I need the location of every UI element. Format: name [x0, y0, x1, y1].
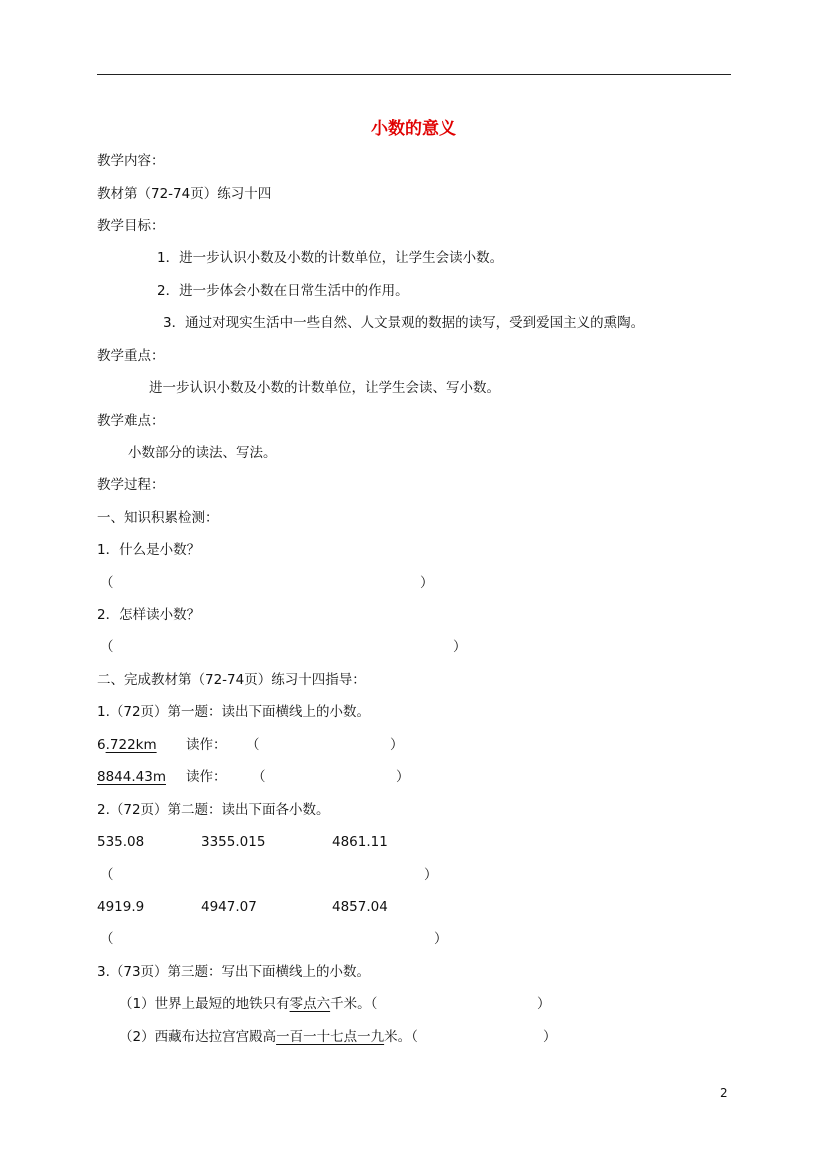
content-text: 教材第（72-74页）练习十四 — [97, 186, 272, 202]
heading-difficulties: 教学难点： — [97, 413, 165, 429]
answer-paren-open: （ — [100, 867, 114, 883]
difficulties-text: 小数部分的读法、写法。 — [128, 445, 277, 461]
exercise-2-heading: 2.（72页）第二题：读出下面各小数。 — [97, 802, 330, 818]
exercise-3-heading: 3.（73页）第三题：写出下面横线上的小数。 — [97, 964, 371, 980]
heading-process: 教学过程： — [97, 477, 165, 493]
answer-paren-open: （ — [100, 639, 114, 655]
question-2: 2．怎样读小数？ — [97, 607, 201, 623]
exercise-1-number: 8844.43m — [97, 769, 166, 785]
decimal-number: 535.08 — [97, 834, 145, 850]
question-1: 1．什么是小数？ — [97, 542, 201, 558]
answer-paren-close: ） — [420, 575, 434, 591]
decimal-number: 4857.04 — [332, 899, 388, 915]
exercise-1-number: 6.722km — [97, 737, 157, 753]
answer-paren-open: （ — [100, 931, 114, 947]
document-title: 小数的意义 — [371, 119, 456, 139]
answer-paren-close: ） — [434, 931, 448, 947]
goal-item-1: 1．进一步认识小数及小数的计数单位，让学生会读小数。 — [157, 250, 504, 266]
heading-content: 教学内容： — [97, 153, 165, 169]
answer-paren-close: ） — [390, 737, 404, 753]
answer-paren-open: （ — [100, 575, 114, 591]
key-points-text: 进一步认识小数及小数的计数单位，让学生会读、写小数。 — [149, 380, 500, 396]
heading-goals: 教学目标： — [97, 218, 165, 234]
answer-paren-close: ） — [537, 996, 551, 1012]
section1-heading: 一、知识积累检测： — [97, 510, 219, 526]
exercise-1-heading: 1.（72页）第一题：读出下面横线上的小数。 — [97, 704, 371, 720]
header-rule — [97, 74, 731, 75]
answer-paren-close: ） — [396, 769, 410, 785]
read-as-label: 读作： — [186, 769, 227, 785]
read-as-label: 读作： — [186, 737, 227, 753]
decimal-number: 3355.015 — [201, 834, 266, 850]
heading-key-points: 教学重点： — [97, 348, 165, 364]
goal-item-2: 2．进一步体会小数在日常生活中的作用。 — [157, 283, 409, 299]
goal-item-3: 3．通过对现实生活中一些自然、人文景观的数据的读写，受到爱国主义的熏陶。 — [163, 315, 645, 331]
answer-paren-close: ） — [543, 1029, 557, 1045]
exercise-3-item-2: （2）西藏布达拉宫宫殿高一百一十七点一九米。（ — [119, 1029, 418, 1045]
answer-paren-close: ） — [453, 639, 467, 655]
exercise-3-item-1: （1）世界上最短的地铁只有零点六千米。（ — [119, 996, 378, 1012]
answer-paren-close: ） — [424, 867, 438, 883]
answer-paren-open: （ — [252, 769, 266, 785]
decimal-number: 4947.07 — [201, 899, 257, 915]
answer-paren-open: （ — [246, 737, 260, 753]
section2-heading: 二、完成教材第（72-74页）练习十四指导： — [97, 672, 366, 688]
page-number: 2 — [720, 1086, 728, 1100]
decimal-number: 4919.9 — [97, 899, 145, 915]
decimal-number: 4861.11 — [332, 834, 388, 850]
